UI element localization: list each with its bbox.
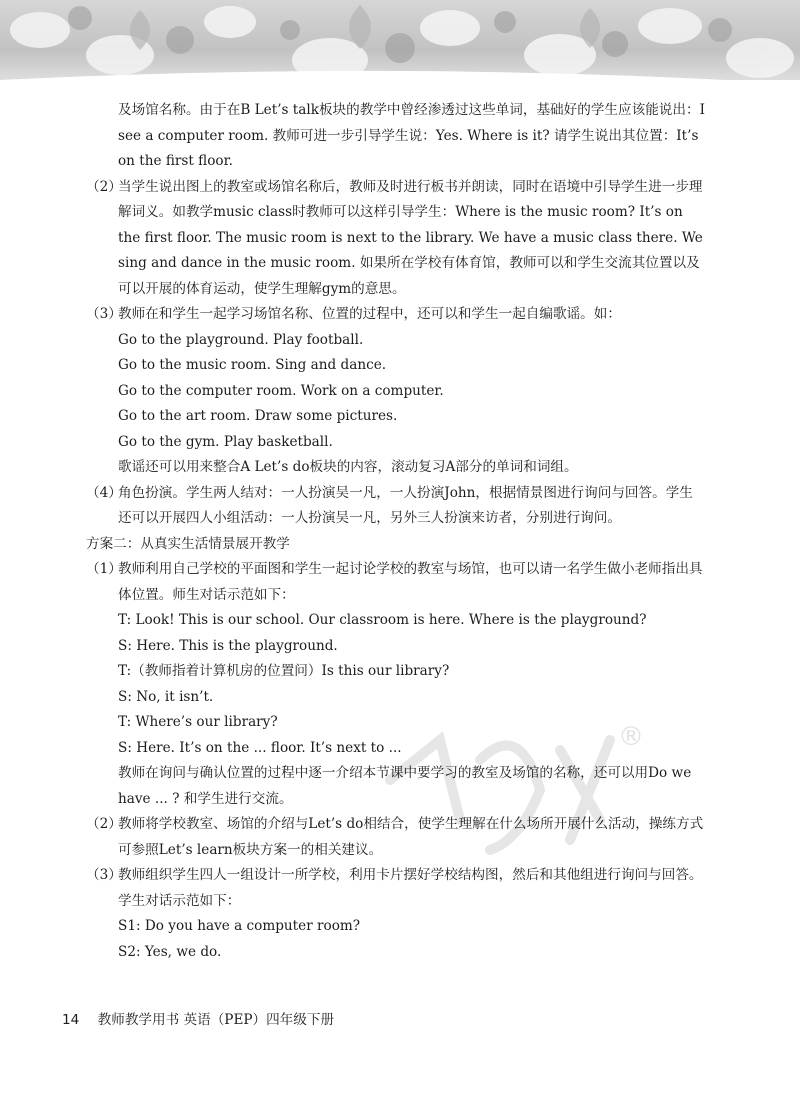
item-number: （3） [86, 867, 122, 883]
chant-line: Go to the computer room. Work on a computer. [118, 382, 444, 399]
chant-line: Go to the playground. Play football. [118, 331, 364, 348]
dialogue-line: T: Where’s our library? [118, 714, 278, 730]
item-text: 教师将学校教室、场馆的介绍与Let’s do相结合，使学生理解在什么场所开展什么活动，操练方式可参照Let’s learn板块方案一的相关建议。 [118, 816, 704, 858]
list-item-4 [86, 481, 706, 532]
registered-mark-icon: ® [618, 722, 644, 752]
item-number: （1） [86, 561, 122, 577]
floral-pattern-icon [0, 0, 800, 92]
list-item-2 [86, 175, 706, 303]
section-heading: 方案二：从真实生活情景展开教学 [86, 535, 290, 552]
chant-line: Go to the music room. Sing and dance. [118, 357, 387, 373]
dialogue-line: S: Here. It’s on the ... floor. It’s next to ... [118, 739, 402, 756]
list-item-3 [86, 302, 706, 481]
list-item-b2 [86, 812, 706, 863]
page-number: 14 [62, 1012, 80, 1028]
item-number: （2） [86, 178, 122, 195]
page-body [86, 98, 706, 965]
item-text: 当学生说出图上的教室或场馆名称后，教师及时进行板书并朗读，同时在语境中引导学生进一步理解词义。如教学music class时教师可以这样引导学生：Where is the music room? It’s on the first floor. The music room is next to the library. We have a music class there. We sing and dance in the music room. 如果所在学校有体育馆，教师可以和学生交流其位置以及可以开展的体育运动，使学生理解gym的意思。 [118, 178, 703, 297]
item-text: 教师利用自己学校的平面图和学生一起讨论学校的教室与场馆，也可以请一名学生做小老师指出具体位置。师生对话示范如下： [118, 561, 703, 603]
chant-line: Go to the art room. Draw some pictures. [118, 408, 398, 424]
dialogue-line: T: Look! This is our school. Our classroom is here. Where is the playground? [118, 612, 647, 628]
dialogue-line: S1: Do you have a computer room? [118, 918, 361, 934]
item-number: （4） [86, 484, 122, 501]
list-item-b3 [86, 863, 706, 965]
item-followup: 歌谣还可以用来整合A Let’s do板块的内容，滚动复习A部分的单词和词组。 [118, 459, 578, 475]
page-footer [62, 1010, 334, 1030]
item-text: 角色扮演。学生两人结对：一人扮演吴一凡，一人扮演John，根据情景图进行询问与回答。学生还可以开展四人小组活动：一人扮演吴一凡，另外三人扮演来访者，分别进行询问。 [118, 484, 693, 526]
paragraph-continuation: 及场馆名称。由于在B Let’s talk板块的教学中曾经渗透过这些单词，基础好的学生应该能说出：I see a computer room. 教师可进一步引导学生说：Yes. Where is it? 请学生说出其位置：It’s on the first floor. [118, 102, 705, 169]
item-followup: 教师在询问与确认位置的过程中逐一介绍本节课中要学习的教室及场馆的名称，还可以用Do we have ... ? 和学生进行交流。 [118, 765, 692, 807]
item-text: 教师组织学生四人一组设计一所学校，利用卡片摆好学校结构图，然后和其他组进行询问与回答。学生对话示范如下： [118, 867, 703, 909]
item-text: 教师在和学生一起学习场馆名称、位置的过程中，还可以和学生一起自编歌谣。如： [118, 306, 621, 322]
list-item-b1 [86, 557, 706, 812]
book-title: 教师教学用书 英语（PEP）四年级下册 [97, 1012, 335, 1028]
dialogue-line: T:（教师指着计算机房的位置问）Is this our library? [118, 663, 450, 679]
item-number: （3） [86, 306, 122, 322]
chant-line: Go to the gym. Play basketball. [118, 433, 333, 450]
item-number: （2） [86, 816, 122, 832]
dialogue-line: S2: Yes, we do. [118, 943, 222, 960]
header-floral-banner [0, 0, 800, 92]
dialogue-line: S: Here. This is the playground. [118, 637, 338, 654]
dialogue-line: S: No, it isn’t. [118, 688, 214, 705]
